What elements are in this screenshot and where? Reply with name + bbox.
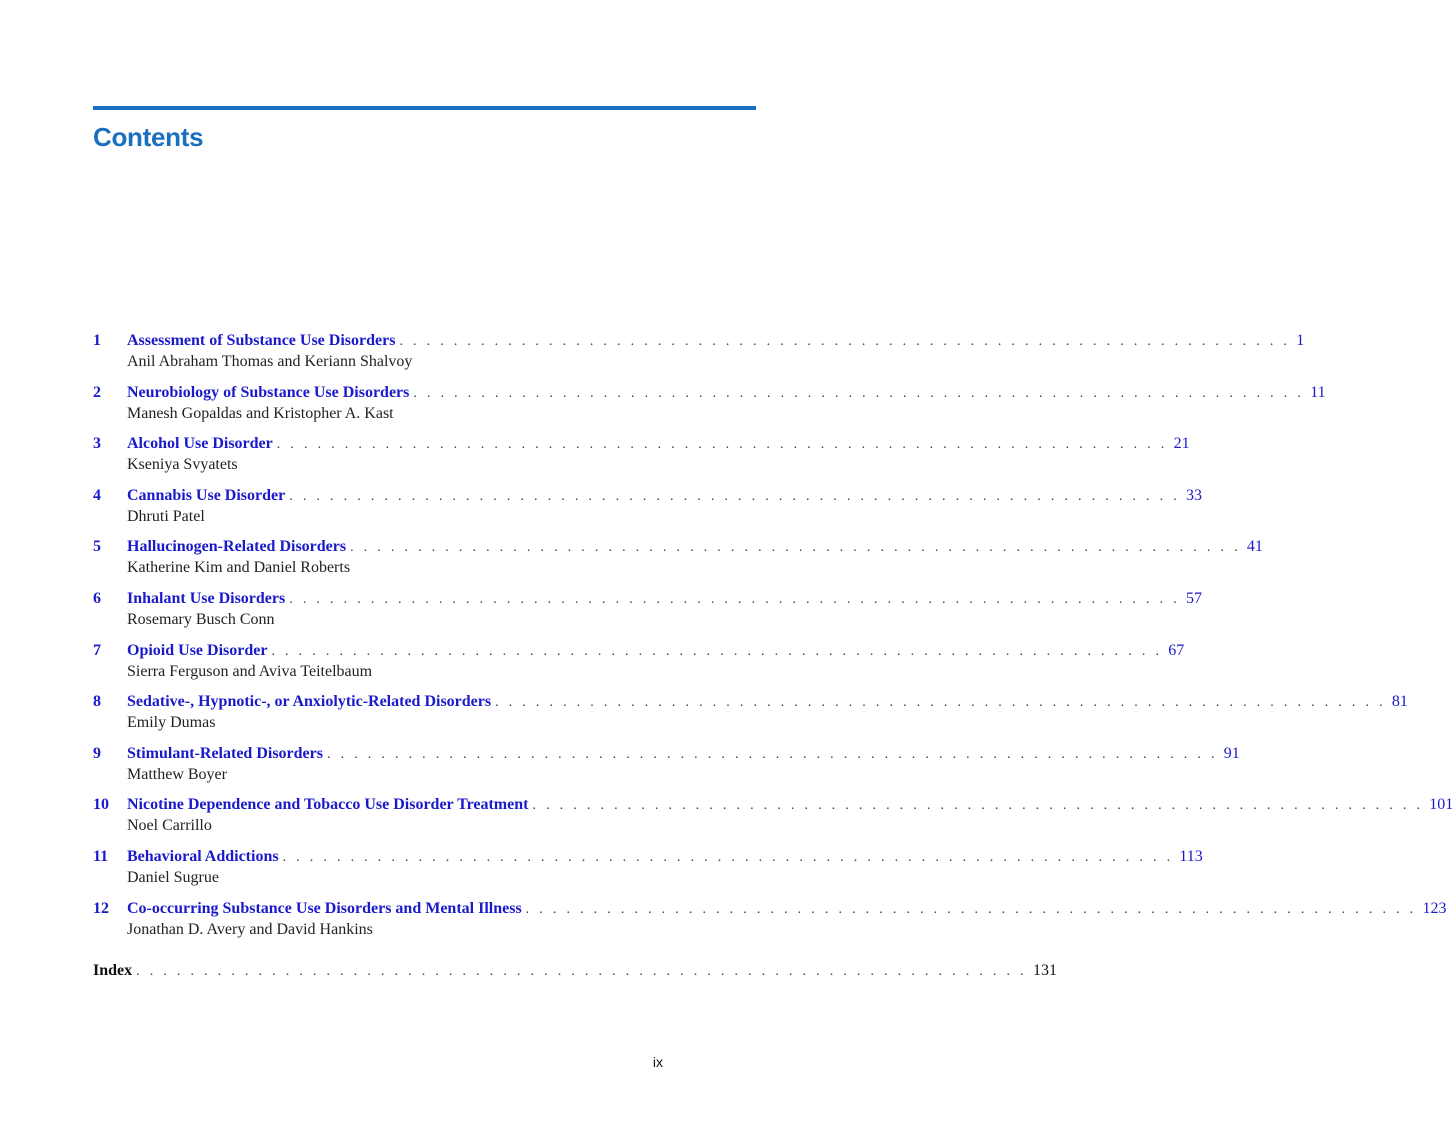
- dot-leader: . . . . . . . . . . . . . . . . . . . . . . . . . . . . . . . . . . . . . . . . . . . . . . . . . . . . . . . . . . . . . . . . . .: [399, 334, 1291, 349]
- dot-leader: . . . . . . . . . . . . . . . . . . . . . . . . . . . . . . . . . . . . . . . . . . . . . . . . . . . . . . . . . . . . . . . . . .: [326, 746, 1218, 762]
- dot-leader: . . . . . . . . . . . . . . . . . . . . . . . . . . . . . . . . . . . . . . . . . . . . . . . . . . . . . . . . . . . . . . . . . .: [282, 849, 1174, 865]
- chapter-title-link[interactable]: Stimulant-Related Disorders: [127, 744, 323, 762]
- chapter-number: 5: [93, 538, 101, 556]
- chapter-page-link[interactable]: 33: [1186, 486, 1203, 504]
- chapter-page-link[interactable]: 81: [1391, 693, 1408, 711]
- chapter-number: 4: [93, 486, 101, 504]
- toc-entry[interactable]: [93, 588, 1203, 640]
- chapter-title-link[interactable]: Co-occurring Substance Use Disorders and Mental Illness: [127, 899, 522, 917]
- chapter-number: 6: [93, 589, 101, 607]
- toc-entry[interactable]: [93, 536, 1263, 588]
- chapter-authors: Manesh Gopaldas and Kristopher A. Kast: [127, 404, 394, 422]
- chapter-page-link[interactable]: 91: [1223, 744, 1240, 762]
- chapter-page-link[interactable]: 123: [1422, 899, 1447, 917]
- chapter-number: 2: [93, 383, 101, 401]
- chapter-page-link[interactable]: 1: [1296, 332, 1305, 349]
- toc-entry[interactable]: [93, 846, 1203, 898]
- chapter-authors: Noel Carrillo: [127, 817, 212, 835]
- index-page[interactable]: 131: [1032, 962, 1057, 979]
- chapter-authors: Anil Abraham Thomas and Keriann Shalvoy: [127, 353, 413, 370]
- index-label[interactable]: Index: [93, 962, 133, 979]
- page-title: Contents: [93, 122, 204, 152]
- chapter-title-link[interactable]: Nicotine Dependence and Tobacco Use Disorder Treatment: [127, 796, 529, 814]
- toc-entry[interactable]: [93, 330, 1305, 382]
- chapter-number: 8: [93, 693, 101, 711]
- chapter-authors: Sierra Ferguson and Aviva Teitelbaum: [127, 662, 373, 680]
- chapter-title-link[interactable]: Neurobiology of Substance Use Disorders: [127, 383, 410, 401]
- chapter-title-link[interactable]: Assessment of Substance Use Disorders: [127, 332, 396, 349]
- table-of-contents: [93, 330, 1453, 949]
- chapter-title-link[interactable]: Alcohol Use Disorder: [127, 435, 273, 453]
- chapter-number: 3: [93, 435, 101, 453]
- chapter-authors: Daniel Sugrue: [127, 868, 219, 886]
- chapter-authors: Jonathan D. Avery and David Hankins: [127, 920, 373, 938]
- chapter-title-link[interactable]: Inhalant Use Disorders: [127, 589, 286, 607]
- chapter-page-link[interactable]: 57: [1186, 589, 1203, 607]
- toc-entry[interactable]: [93, 743, 1240, 795]
- dot-leader: . . . . . . . . . . . . . . . . . . . . . . . . . . . . . . . . . . . . . . . . . . . . . . . . . . . . . . . . . . . . . . . . . .: [136, 964, 1027, 979]
- dot-leader: . . . . . . . . . . . . . . . . . . . . . . . . . . . . . . . . . . . . . . . . . . . . . . . . . . . . . . . . . . . . . . . . . .: [413, 385, 1305, 401]
- chapter-authors: Dhruti Patel: [127, 507, 205, 525]
- dot-leader: . . . . . . . . . . . . . . . . . . . . . . . . . . . . . . . . . . . . . . . . . . . . . . . . . . . . . . . . . . . . . . . . . .: [289, 591, 1181, 607]
- chapter-title-link[interactable]: Cannabis Use Disorder: [127, 486, 286, 504]
- toc-entry[interactable]: [93, 382, 1326, 434]
- chapter-title-link[interactable]: Sedative-, Hypnotic-, or Anxiolytic-Related Disorders: [127, 693, 492, 711]
- chapter-title-link[interactable]: Hallucinogen-Related Disorders: [127, 538, 347, 556]
- dot-leader: . . . . . . . . . . . . . . . . . . . . . . . . . . . . . . . . . . . . . . . . . . . . . . . . . . . . . . . . . . . . . . . . . .: [350, 540, 1241, 556]
- chapter-authors: Katherine Kim and Daniel Roberts: [127, 559, 351, 577]
- dot-leader: . . . . . . . . . . . . . . . . . . . . . . . . . . . . . . . . . . . . . . . . . . . . . . . . . . . . . . . . . . . . . . . . . .: [289, 488, 1181, 504]
- chapter-title-link[interactable]: Opioid Use Disorder: [127, 641, 268, 659]
- index-entry[interactable]: [93, 960, 1057, 981]
- chapter-authors: Emily Dumas: [127, 714, 216, 732]
- chapter-page-link[interactable]: 11: [1310, 383, 1326, 401]
- chapter-number: 10: [93, 796, 109, 814]
- page-number: ix: [652, 1054, 663, 1070]
- chapter-page-link[interactable]: 41: [1246, 538, 1263, 556]
- chapter-authors: Kseniya Svyatets: [127, 456, 238, 474]
- chapter-authors: Rosemary Busch Conn: [127, 610, 275, 628]
- toc-entry[interactable]: [93, 898, 1447, 950]
- chapter-page-link[interactable]: 101: [1429, 796, 1453, 814]
- dot-leader: . . . . . . . . . . . . . . . . . . . . . . . . . . . . . . . . . . . . . . . . . . . . . . . . . . . . . . . . . . . . . . . . . .: [271, 643, 1163, 659]
- dot-leader: . . . . . . . . . . . . . . . . . . . . . . . . . . . . . . . . . . . . . . . . . . . . . . . . . . . . . . . . . . . . . . . . . .: [495, 695, 1386, 711]
- chapter-page-link[interactable]: 21: [1173, 435, 1190, 453]
- chapter-authors: Matthew Boyer: [127, 765, 227, 783]
- chapter-number: 7: [93, 641, 101, 659]
- toc-entry[interactable]: [93, 433, 1190, 485]
- chapter-title-link[interactable]: Behavioral Addictions: [127, 847, 279, 865]
- top-rule: [93, 106, 756, 110]
- chapter-page-link[interactable]: 113: [1179, 847, 1203, 865]
- dot-leader: . . . . . . . . . . . . . . . . . . . . . . . . . . . . . . . . . . . . . . . . . . . . . . . . . . . . . . . . . . . . . . . . . .: [532, 798, 1424, 814]
- dot-leader: . . . . . . . . . . . . . . . . . . . . . . . . . . . . . . . . . . . . . . . . . . . . . . . . . . . . . . . . . . . . . . . . . .: [276, 437, 1168, 453]
- toc-entry[interactable]: [93, 485, 1203, 537]
- chapter-number: 1: [93, 332, 101, 349]
- dot-leader: . . . . . . . . . . . . . . . . . . . . . . . . . . . . . . . . . . . . . . . . . . . . . . . . . . . . . . . . . . . . . . . . . .: [525, 901, 1417, 917]
- toc-entry[interactable]: [93, 794, 1453, 846]
- chapter-number: 9: [93, 744, 101, 762]
- chapter-page-link[interactable]: 67: [1168, 641, 1185, 659]
- toc-entry[interactable]: [93, 640, 1185, 692]
- toc-entry[interactable]: [93, 691, 1408, 743]
- chapter-number: 11: [93, 847, 109, 865]
- chapter-number: 12: [93, 899, 109, 917]
